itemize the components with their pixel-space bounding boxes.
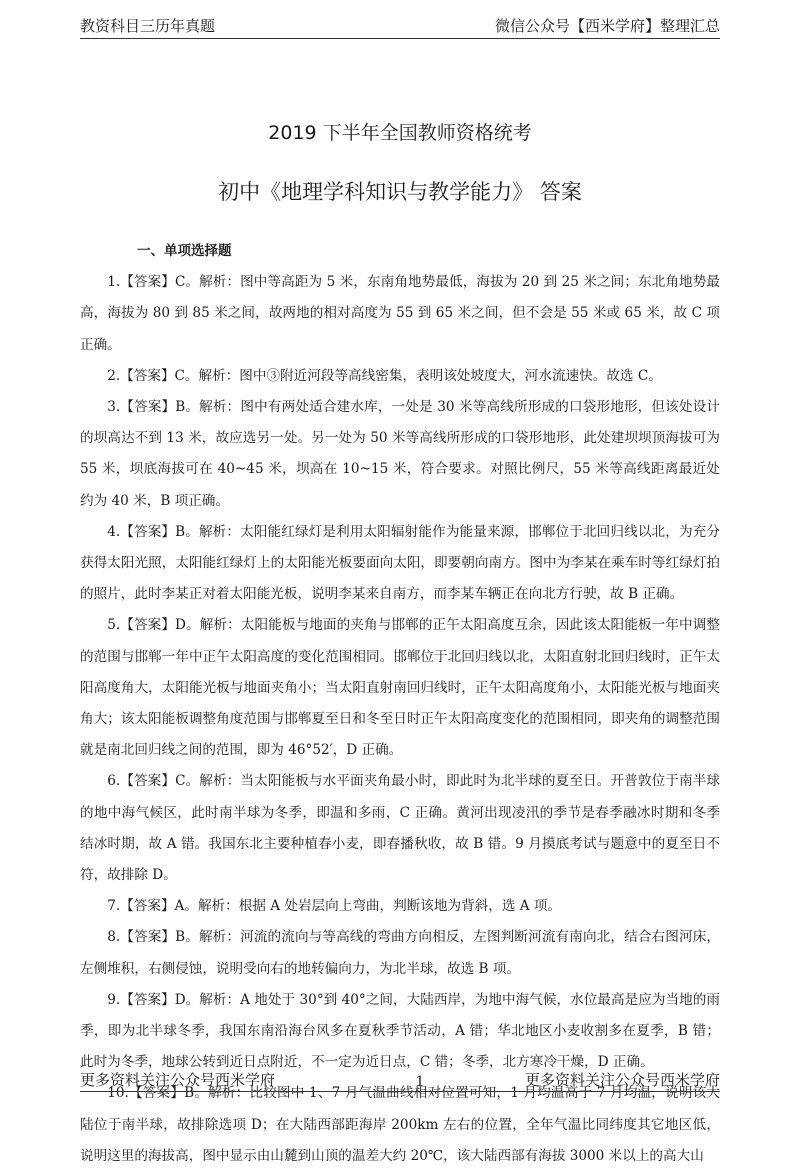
page-header [80, 10, 720, 39]
page-title: 2019 下半年全国教师资格统考 [268, 122, 532, 144]
section-heading: 一、单项选择题 [137, 243, 232, 259]
page-footer [80, 1066, 720, 1092]
answer-paragraph: 8.【答案】B。解析：河流的流向与等高线的弯曲方向相反，左图判断河流有南向北，结合右图河床，左侧堆积，右侧侵蚀，说明受向右的地转偏向力，为北半球，故选 B 项。 [80, 929, 720, 977]
answer-paragraph: 2.【答案】C。解析：图中③附近河段等高线密集，表明该处坡度大，河水流速快。故选 C。 [107, 367, 662, 384]
footer-right: 更多资料关注公众号西米学府 [524, 1071, 720, 1089]
answer-paragraph: 6.【答案】C。解析：当太阳能板与水平面夹角最小时，即此时为北半球的夏至日。开普敦位于南半球的地中海气候区，此时南半球为冬季，即温和多雨，C 正确。黄河出现凌汛的季节是春季融冰时期和冬季结冰时期，故 A 错。我国东北主要种植春小麦，即春播秋收，故 B 错。9 月摸底考试与题意中的夏至日不符，故排除 D。 [80, 773, 720, 884]
page-number: 1 [415, 1074, 425, 1090]
answer-paragraph: 9.【答案】D。解析：A 地处于 30°到 40°之间，大陆西岸，为地中海气候，水位最高是应为当地的雨季，即为北半球冬季，我国东南沿海台风多在夏秋季节活动，A 错；华北地区小麦收割多在夏季，B 错；此时为冬季，地球公转到近日点附近，不一定为近日点，C 错；冬季，北方寒冷干燥，D 正确。 [80, 991, 720, 1071]
answer-paragraph: 3.【答案】B。解析：图中有两处适合建水库，一处是 30 米等高线所形成的口袋形地形，但该处设计的坝高达不到 13 米，故应选另一处。另一处为 50 米等高线所形成的口袋形地形，此处建坝坝顶海拔可为 55 米，坝底海拔可在 40~45 米，坝高在 10~15 米，符合要求。对照比例尺，55 米等高线距离最近处约为 40 米，B 项正确。 [80, 399, 720, 509]
answer-body [80, 236, 720, 1172]
answer-paragraph: 5.【答案】D。解析：太阳能板与地面的夹角与邯郸的正午太阳高度互余，因此该太阳能板一年中调整的范围与邯郸一年中正午太阳高度的变化范围相同。邯郸位于北回归线以北，太阳直射北回归线时，正午太阳高度角大，太阳能光板与地面夹角小；当太阳直射南回归线时，正午太阳高度角小，太阳能光板与地面夹角大；该太阳能板调整角度范围与邯郸夏至日和冬至日时正午太阳高度变化的范围相同，即夹角的调整范围就是南北回归线之间的范围，即为 46°52′，D 正确。 [80, 617, 720, 759]
footer-left: 更多资料关注公众号西米学府 [80, 1071, 276, 1089]
answer-paragraph: 1.【答案】C。解析：图中等高距为 5 米，东南角地势最低，海拔为 20 到 25 米之间；东北角地势最高，海拔为 80 到 85 米之间，故两地的相对高度为 55 到 65 米之间，但不会是 55 米或 65 米，故 C 项正确。 [80, 274, 720, 353]
header-right: 微信公众号【西米学府】整理汇总 [494, 17, 720, 35]
page-subtitle: 初中《地理学科知识与教学能力》 答案 [218, 180, 582, 204]
header-left: 教资科目三历年真题 [80, 17, 216, 35]
answer-paragraph: 10.【答案】B。解析：比较图中 1、7 月气温曲线相对位置可知，1 月均温高于 7 月均温，说明该大陆位于南半球，故排除选项 D；在大陆西部距海岸 200km 左右的位置，全年气温比同纬度其它地区低，说明这里的海拔高，图中显示由山麓到山顶的温差大约 20℃，该大陆西部有海拔 3000 米以上的高大山 [80, 1085, 720, 1164]
answer-paragraph: 7.【答案】A。解析：根据 A 处岩层向上弯曲，判断该地为背斜，选 A 项。 [107, 898, 562, 915]
answer-paragraph: 4.【答案】B。解析：太阳能红绿灯是利用太阳辐射能作为能量来源，邯郸位于北回归线以北，为充分获得太阳光照，太阳能红绿灯上的太阳能光板要面向太阳，即要朝向南方。图中为李某在乘车时等红绿灯拍的照片，此时李某正对着太阳能光板，说明李某来自南方，而李某车辆正在向北方行驶，故 B 正确。 [80, 523, 720, 603]
